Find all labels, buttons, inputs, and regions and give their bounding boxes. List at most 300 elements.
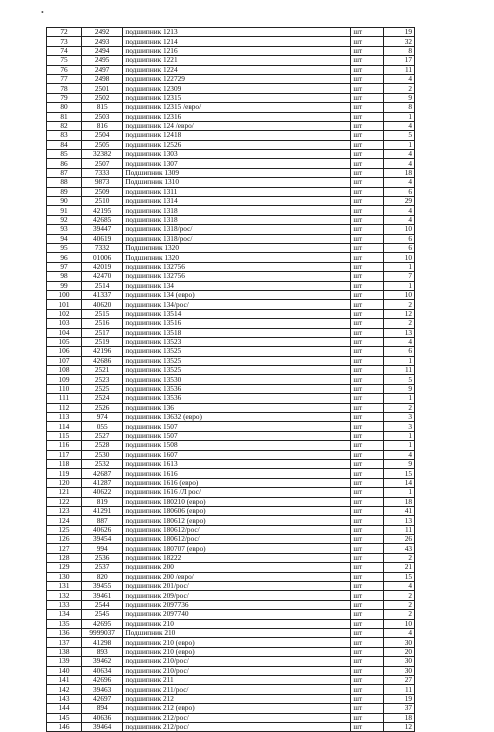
row-number: 134 [47, 610, 82, 619]
table-row [47, 234, 415, 243]
quantity-cell: 19 [384, 28, 415, 37]
unit-cell: шт [351, 140, 384, 149]
item-code: 2495 [81, 56, 122, 65]
table-row [47, 37, 415, 46]
unit-cell: шт [351, 713, 384, 722]
unit-cell: шт [351, 694, 384, 703]
item-code: 39455 [81, 582, 122, 591]
row-number: 111 [47, 394, 82, 403]
item-name: подшипник 18222 [123, 553, 351, 562]
unit-cell: шт [351, 572, 384, 581]
table-row [47, 469, 415, 478]
item-name: подшипник 1318 [123, 215, 351, 224]
table-row [47, 497, 415, 506]
table-row [47, 638, 415, 647]
item-code: 42470 [81, 272, 122, 281]
quantity-cell: 12 [384, 722, 415, 731]
unit-cell: шт [351, 629, 384, 638]
table-row [47, 403, 415, 412]
item-code: 42196 [81, 347, 122, 356]
item-name: подшипник 12418 [123, 131, 351, 140]
item-code: 40626 [81, 525, 122, 534]
quantity-cell: 43 [384, 544, 415, 553]
row-number: 135 [47, 619, 82, 628]
item-code: 2519 [81, 337, 122, 346]
item-code: 40622 [81, 488, 122, 497]
quantity-cell: 9 [384, 93, 415, 102]
unit-cell: шт [351, 722, 384, 731]
table-row [47, 713, 415, 722]
row-number: 74 [47, 46, 82, 55]
row-number: 86 [47, 159, 82, 168]
unit-cell: шт [351, 46, 384, 55]
quantity-cell: 1 [384, 112, 415, 121]
unit-cell: шт [351, 431, 384, 440]
unit-cell: шт [351, 591, 384, 600]
table-row [47, 84, 415, 93]
quantity-cell: 1 [384, 394, 415, 403]
unit-cell: шт [351, 84, 384, 93]
row-number: 113 [47, 413, 82, 422]
row-number: 99 [47, 281, 82, 290]
item-name: Подшипник 210 [123, 629, 351, 638]
item-name: подшипник 1318/рос/ [123, 234, 351, 243]
item-code: 2507 [81, 159, 122, 168]
item-code: 9999037 [81, 629, 122, 638]
table-row [47, 253, 415, 262]
item-name: подшипник 210/рос/ [123, 657, 351, 666]
row-number: 137 [47, 638, 82, 647]
table-row [47, 629, 415, 638]
quantity-cell: 17 [384, 56, 415, 65]
table-row [47, 422, 415, 431]
table-row [47, 431, 415, 440]
item-name: Подшипник 1320 [123, 243, 351, 252]
quantity-cell: 15 [384, 469, 415, 478]
table-row [47, 516, 415, 525]
quantity-cell: 30 [384, 638, 415, 647]
row-number: 81 [47, 112, 82, 121]
item-code: 2545 [81, 610, 122, 619]
unit-cell: шт [351, 215, 384, 224]
table-row [47, 685, 415, 694]
unit-cell: шт [351, 535, 384, 544]
item-code: 2510 [81, 197, 122, 206]
item-code: 41298 [81, 638, 122, 647]
quantity-cell: 20 [384, 647, 415, 656]
item-name: подшипник 201/рос/ [123, 582, 351, 591]
item-name: подшипник 180612/рос/ [123, 535, 351, 544]
table-row [47, 459, 415, 468]
item-code: 994 [81, 544, 122, 553]
item-name: подшипник 132756 [123, 272, 351, 281]
row-number: 133 [47, 600, 82, 609]
unit-cell: шт [351, 65, 384, 74]
table-row [47, 328, 415, 337]
item-code: 41337 [81, 290, 122, 299]
quantity-cell: 26 [384, 535, 415, 544]
table-row [47, 197, 415, 206]
quantity-cell: 2 [384, 553, 415, 562]
row-number: 112 [47, 403, 82, 412]
item-name: подшипник 1318 [123, 206, 351, 215]
unit-cell: шт [351, 647, 384, 656]
quantity-cell: 13 [384, 516, 415, 525]
item-name: Подшипник 1320 [123, 253, 351, 262]
quantity-cell: 2 [384, 591, 415, 600]
unit-cell: шт [351, 657, 384, 666]
item-name: подшипник 1616 (евро) [123, 478, 351, 487]
item-code: 01006 [81, 253, 122, 262]
row-number: 145 [47, 713, 82, 722]
unit-cell: шт [351, 103, 384, 112]
row-number: 116 [47, 441, 82, 450]
unit-cell: шт [351, 168, 384, 177]
table-row [47, 309, 415, 318]
item-name: подшипник 1507 [123, 422, 351, 431]
item-code: 39447 [81, 225, 122, 234]
item-name: подшипник 200 /евро/ [123, 572, 351, 581]
row-number: 82 [47, 121, 82, 130]
unit-cell: шт [351, 121, 384, 130]
quantity-cell: 30 [384, 666, 415, 675]
quantity-cell: 7 [384, 272, 415, 281]
item-name: подшипник 212 (евро) [123, 704, 351, 713]
row-number: 119 [47, 469, 82, 478]
row-number: 124 [47, 516, 82, 525]
item-name: подшипник 1224 [123, 65, 351, 74]
quantity-cell: 29 [384, 197, 415, 206]
row-number: 129 [47, 563, 82, 572]
item-name: подшипник 210 (евро) [123, 638, 351, 647]
table-row [47, 46, 415, 55]
table-row [47, 74, 415, 83]
item-name: подшипник 13525 [123, 366, 351, 375]
row-number: 101 [47, 300, 82, 309]
unit-cell: шт [351, 459, 384, 468]
quantity-cell: 30 [384, 657, 415, 666]
item-code: 055 [81, 422, 122, 431]
unit-cell: шт [351, 290, 384, 299]
table-row [47, 450, 415, 459]
table-row [47, 159, 415, 168]
row-number: 109 [47, 375, 82, 384]
quantity-cell: 18 [384, 713, 415, 722]
table-row [47, 375, 415, 384]
table-row [47, 488, 415, 497]
item-code: 2502 [81, 93, 122, 102]
quantity-cell: 4 [384, 582, 415, 591]
item-name: подшипник 122729 [123, 74, 351, 83]
unit-cell: шт [351, 234, 384, 243]
quantity-cell: 14 [384, 478, 415, 487]
unit-cell: шт [351, 300, 384, 309]
item-name: подшипник 13514 [123, 309, 351, 318]
quantity-cell: 1 [384, 488, 415, 497]
unit-cell: шт [351, 413, 384, 422]
item-name: подшипник 180210 (евро) [123, 497, 351, 506]
row-number: 118 [47, 459, 82, 468]
quantity-cell: 32 [384, 37, 415, 46]
row-number: 89 [47, 187, 82, 196]
row-number: 130 [47, 572, 82, 581]
item-name: подшипник 12315 /евро/ [123, 103, 351, 112]
table-row [47, 140, 415, 149]
table-row [47, 563, 415, 572]
item-name: подшипник 211/рос/ [123, 685, 351, 694]
item-code: 893 [81, 647, 122, 656]
quantity-cell: 1 [384, 140, 415, 149]
item-code: 40620 [81, 300, 122, 309]
item-code: 2492 [81, 28, 122, 37]
item-name: подшипник 13525 [123, 347, 351, 356]
item-name: подшипник 1318/рос/ [123, 225, 351, 234]
item-name: подшипник 134 (евро) [123, 290, 351, 299]
item-name: подшипник 1307 [123, 159, 351, 168]
item-code: 42687 [81, 469, 122, 478]
quantity-cell: 9 [384, 384, 415, 393]
quantity-cell: 10 [384, 225, 415, 234]
item-code: 2497 [81, 65, 122, 74]
row-number: 114 [47, 422, 82, 431]
table-row [47, 243, 415, 252]
item-code: 2537 [81, 563, 122, 572]
row-number: 105 [47, 337, 82, 346]
row-number: 83 [47, 131, 82, 140]
item-name: подшипник 1311 [123, 187, 351, 196]
quantity-cell: 4 [384, 206, 415, 215]
row-number: 97 [47, 262, 82, 271]
unit-cell: шт [351, 225, 384, 234]
row-number: 122 [47, 497, 82, 506]
item-name: подшипник 180612 (евро) [123, 516, 351, 525]
item-name: подшипник 12315 [123, 93, 351, 102]
item-name: подшипник 200 [123, 563, 351, 572]
table-row [47, 572, 415, 581]
quantity-cell: 11 [384, 525, 415, 534]
quantity-cell: 3 [384, 422, 415, 431]
row-number: 115 [47, 431, 82, 440]
unit-cell: шт [351, 488, 384, 497]
item-code: 39461 [81, 591, 122, 600]
table-row [47, 722, 415, 731]
item-name: подшипник 2097736 [123, 600, 351, 609]
item-code: 42195 [81, 206, 122, 215]
item-code: 2514 [81, 281, 122, 290]
table-row [47, 600, 415, 609]
quantity-cell: 5 [384, 131, 415, 140]
table-row [47, 478, 415, 487]
quantity-cell: 8 [384, 103, 415, 112]
quantity-cell: 4 [384, 74, 415, 83]
quantity-cell: 27 [384, 675, 415, 684]
unit-cell: шт [351, 347, 384, 356]
table-row [47, 535, 415, 544]
item-code: 2524 [81, 394, 122, 403]
row-number: 80 [47, 103, 82, 112]
table-row [47, 441, 415, 450]
item-code: 42697 [81, 694, 122, 703]
item-code: 2536 [81, 553, 122, 562]
quantity-cell: 3 [384, 413, 415, 422]
row-number: 93 [47, 225, 82, 234]
unit-cell: шт [351, 685, 384, 694]
table-row [47, 121, 415, 130]
item-name: подшипник 134/рос/ [123, 300, 351, 309]
table-row [47, 319, 415, 328]
item-code: 41291 [81, 506, 122, 515]
item-name: подшипник 1216 [123, 46, 351, 55]
unit-cell: шт [351, 422, 384, 431]
item-code: 2528 [81, 441, 122, 450]
quantity-cell: 2 [384, 600, 415, 609]
item-code: 42696 [81, 675, 122, 684]
quantity-cell: 10 [384, 619, 415, 628]
unit-cell: шт [351, 243, 384, 252]
item-name: подшипник 180707 (евро) [123, 544, 351, 553]
item-code: 2526 [81, 403, 122, 412]
item-name: подшипник 124 /евро/ [123, 121, 351, 130]
row-number: 106 [47, 347, 82, 356]
table-row [47, 337, 415, 346]
item-code: 2521 [81, 366, 122, 375]
unit-cell: шт [351, 178, 384, 187]
unit-cell: шт [351, 131, 384, 140]
unit-cell: шт [351, 638, 384, 647]
item-code: 2504 [81, 131, 122, 140]
item-name: подшипник 1213 [123, 28, 351, 37]
unit-cell: шт [351, 544, 384, 553]
table-row [47, 131, 415, 140]
row-number: 121 [47, 488, 82, 497]
row-number: 128 [47, 553, 82, 562]
unit-cell: шт [351, 375, 384, 384]
table-row [47, 610, 415, 619]
row-number: 104 [47, 328, 82, 337]
table-row [47, 582, 415, 591]
item-name: подшипник 12526 [123, 140, 351, 149]
quantity-cell: 5 [384, 375, 415, 384]
unit-cell: шт [351, 666, 384, 675]
unit-cell: шт [351, 197, 384, 206]
quantity-cell: 11 [384, 366, 415, 375]
row-number: 76 [47, 65, 82, 74]
row-number: 72 [47, 28, 82, 37]
item-code: 2501 [81, 84, 122, 93]
item-name: подшипник 210/рос/ [123, 666, 351, 675]
table-row [47, 384, 415, 393]
item-code: 40636 [81, 713, 122, 722]
row-number: 85 [47, 150, 82, 159]
table-row [47, 65, 415, 74]
unit-cell: шт [351, 497, 384, 506]
unit-cell: шт [351, 356, 384, 365]
item-code: 42686 [81, 356, 122, 365]
item-name: подшипник 1616 /Л рос/ [123, 488, 351, 497]
table-row [47, 544, 415, 553]
item-name: подшипник 1214 [123, 37, 351, 46]
unit-cell: шт [351, 563, 384, 572]
unit-cell: шт [351, 262, 384, 271]
item-name: подшипник 1303 [123, 150, 351, 159]
quantity-cell: 2 [384, 403, 415, 412]
unit-cell: шт [351, 600, 384, 609]
unit-cell: шт [351, 112, 384, 121]
item-name: подшипник 212 [123, 694, 351, 703]
item-code: 7333 [81, 168, 122, 177]
item-code: 2544 [81, 600, 122, 609]
item-code: 39463 [81, 685, 122, 694]
item-code: 2505 [81, 140, 122, 149]
row-number: 140 [47, 666, 82, 675]
item-code: 39462 [81, 657, 122, 666]
item-code: 40634 [81, 666, 122, 675]
quantity-cell: 4 [384, 159, 415, 168]
unit-cell: шт [351, 281, 384, 290]
quantity-cell: 15 [384, 572, 415, 581]
item-code: 42685 [81, 215, 122, 224]
table-row [47, 215, 415, 224]
quantity-cell: 4 [384, 337, 415, 346]
table-row [47, 262, 415, 271]
quantity-cell: 4 [384, 215, 415, 224]
item-name: подшипник 1613 [123, 459, 351, 468]
quantity-cell: 4 [384, 629, 415, 638]
quantity-cell: 1 [384, 281, 415, 290]
item-code: 2516 [81, 319, 122, 328]
table-row [47, 366, 415, 375]
item-code: 820 [81, 572, 122, 581]
table-row [47, 103, 415, 112]
unit-cell: шт [351, 469, 384, 478]
quantity-cell: 2 [384, 610, 415, 619]
unit-cell: шт [351, 384, 384, 393]
table-row [47, 28, 415, 37]
table-row [47, 272, 415, 281]
inventory-table-body [47, 28, 415, 732]
unit-cell: шт [351, 93, 384, 102]
row-number: 132 [47, 591, 82, 600]
item-name: подшипник 212/рос/ [123, 722, 351, 731]
item-name: подшипник 132756 [123, 262, 351, 271]
table-row [47, 187, 415, 196]
unit-cell: шт [351, 525, 384, 534]
item-code: 2530 [81, 450, 122, 459]
item-code: 2525 [81, 384, 122, 393]
row-number: 75 [47, 56, 82, 65]
unit-cell: шт [351, 610, 384, 619]
row-number: 110 [47, 384, 82, 393]
unit-cell: шт [351, 159, 384, 168]
row-number: 78 [47, 84, 82, 93]
row-number: 92 [47, 215, 82, 224]
item-code: 7332 [81, 243, 122, 252]
item-name: подшипник 13536 [123, 394, 351, 403]
row-number: 143 [47, 694, 82, 703]
item-code: 2509 [81, 187, 122, 196]
item-code: 39464 [81, 722, 122, 731]
table-row [47, 178, 415, 187]
row-number: 146 [47, 722, 82, 731]
unit-cell: шт [351, 150, 384, 159]
row-number: 127 [47, 544, 82, 553]
item-name: подшипник 13530 [123, 375, 351, 384]
unit-cell: шт [351, 319, 384, 328]
unit-cell: шт [351, 403, 384, 412]
quantity-cell: 4 [384, 450, 415, 459]
unit-cell: шт [351, 253, 384, 262]
quantity-cell: 10 [384, 290, 415, 299]
